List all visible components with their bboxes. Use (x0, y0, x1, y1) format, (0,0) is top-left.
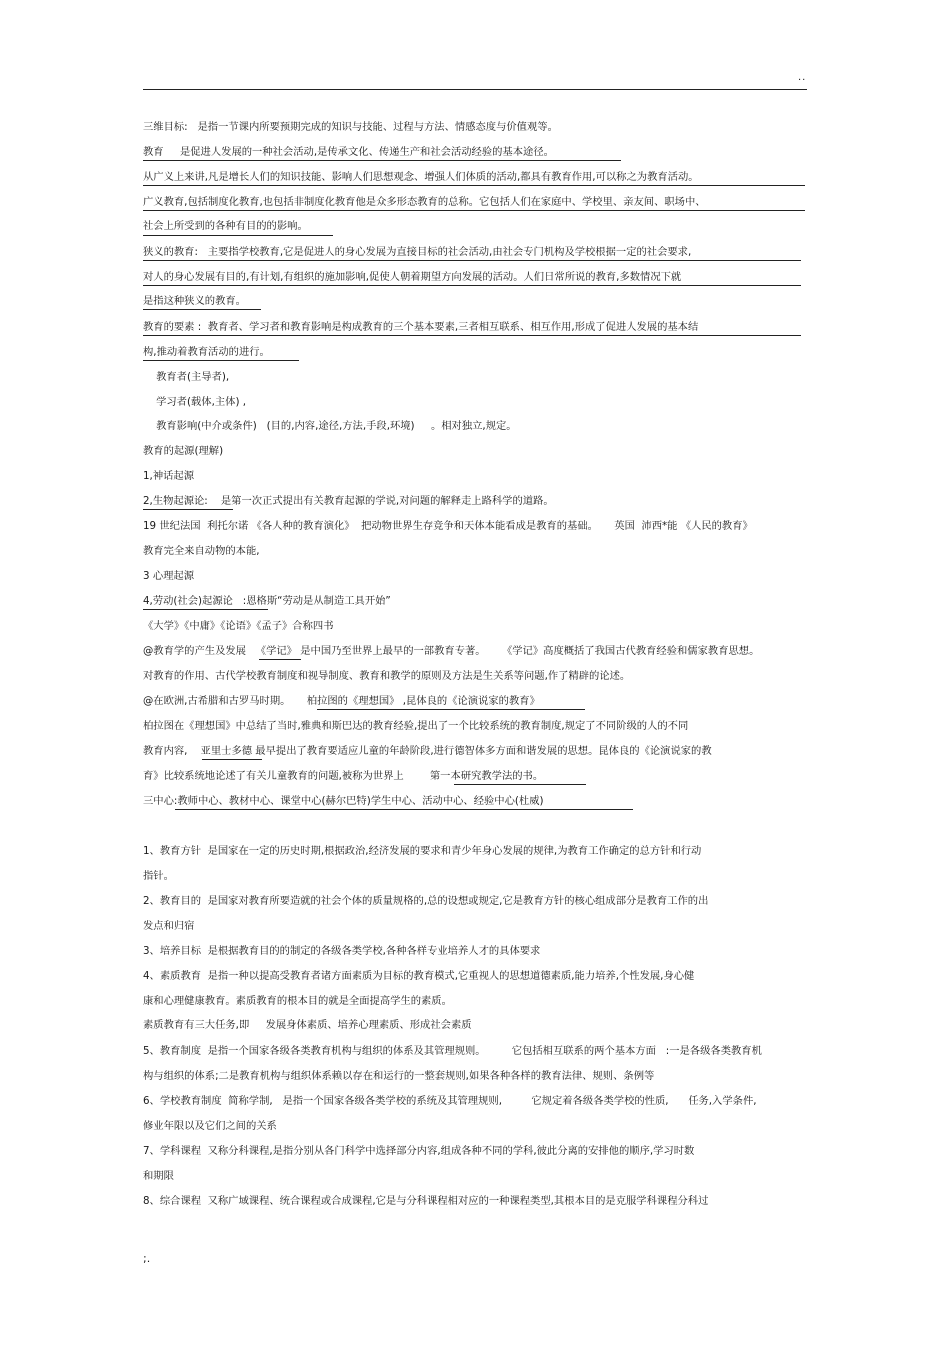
footer-mark: ;. (143, 1252, 151, 1265)
underline-rule (143, 360, 299, 361)
underline-rule (317, 709, 585, 710)
text-line: 构与组织的体系;二是教育机构与组织体系赖以存在和运行的一整套规则,如果各种各样的教育法律、规则、条例等 (143, 1070, 655, 1082)
text-line: 教育内容, 亚里士多德 最早提出了教育要适应儿童的年龄阶段,进行德智体多方面和谐发展的思想。昆体良的《论演说家的教 (143, 745, 712, 757)
text-line: 广义教育,包括制度化教育,也包括非制度化教育他是众多形态教育的总称。它包括人们在家庭中、学校里、亲友间、职场中、 (143, 196, 706, 208)
text-line: 从广义上来讲,凡是增长人们的知识技能、影响人们思想观念、增强人们体质的活动,都具有教育作用,可以称之为教育活动。 (143, 171, 699, 183)
text-line: 学习者(载体,主体) , (143, 396, 247, 408)
text-line: 构,推动着教育活动的进行。 (143, 346, 270, 358)
underline-rule (143, 160, 621, 161)
text-line: 1、教育方针 是国家在一定的历史时期,根据政治,经济发展的要求和青少年身心发展的规律,为教育工作确定的总方针和行动 (143, 845, 702, 857)
text-line: 社会上所受到的各种有目的的影响。 (143, 220, 308, 232)
text-line: 康和心理健康教育。素质教育的根本目的就是全面提高学生的素质。 (143, 995, 452, 1007)
text-line: 教育的要素 : 教育者、学习者和教育影响是构成教育的三个基本要素,三者相互联系、相互作用,形成了促进人发展的基本结 (143, 321, 699, 333)
text-line: 指针。 (143, 870, 174, 882)
underline-rule (143, 309, 261, 310)
text-line: 教育者(主导者), (143, 371, 230, 383)
text-line: 发点和归宿 (143, 920, 195, 932)
text-line: 19 世纪法国 利托尔诺 《各人种的教育演化》 把动物世界生存竞争和天体本能看成是教育的基础。 英国 沛西*能 《人民的教育》 (143, 520, 753, 532)
text-line: 3 心理起源 (143, 570, 195, 582)
text-line: 育》比较系统地论述了有关儿童教育的问题,被称为世界上 第一本研究教学法的书。 (143, 770, 544, 782)
underline-rule (143, 210, 805, 211)
text-line: 1,神话起源 (143, 470, 195, 482)
text-line: 7、学科课程 又称分科课程,是指分别从各门科学中选择部分内容,组成各种不同的学科,彼此分离的安排他的顺序,学习时数 (143, 1145, 695, 1157)
text-line: 和期限 (143, 1170, 174, 1182)
underline-rule (143, 185, 805, 186)
underline-rule (143, 335, 801, 336)
text-line: 4,劳动(社会)起源论 :恩格斯“劳动是从制造工具开始” (143, 595, 391, 607)
text-line: 4、素质教育 是指一种以提高受教育者诸方面素质为目标的教育模式,它重视人的思想道德素质,能力培养,个性发展,身心健 (143, 970, 695, 982)
underline-rule (143, 285, 801, 286)
text-line: 素质教育有三大任务,即 发展身体素质、培养心理素质、形成社会素质 (143, 1019, 472, 1031)
text-line: 教育影响(中介或条件) (目的,内容,途径,方法,手段,环境) 。相对独立,规定。 (143, 420, 517, 432)
underline-rule (454, 784, 586, 785)
text-line: 三中心:教师中心、教材中心、课堂中心(赫尔巴特)学生中心、活动中心、经验中心(杜威) (143, 795, 544, 807)
text-line: 狭义的教育: 主要指学校教育,它是促进人的身心发展为直接目标的社会活动,由社会专门机构及学校根据一定的社会要求, (143, 246, 692, 258)
text-line: 5、教育制度 是指一个国家各级各类教育机构与组织的体系及其管理规则。 它包括相互联系的两个基本方面 :一是各级各类教育机 (143, 1045, 762, 1057)
text-line: 教育完全来自动物的本能, (143, 545, 260, 557)
underline-rule (143, 609, 268, 610)
text-line: 教育 是促进人发展的一种社会活动,是传承文化、传递生产和社会活动经验的基本途径。 (143, 146, 554, 158)
text-line: @在欧洲,古希腊和古罗马时期。 柏拉图的《理想国》 ,昆体良的《论演说家的教育》 (143, 695, 540, 707)
text-line: 6、学校教育制度 简称学制, 是指一个国家各级各类学校的系统及其管理规则, 它规定着各级各类学校的性质, 任务,入学条件, (143, 1095, 757, 1107)
text-line: @教育学的产生及发展 《学记》 是中国乃至世界上最早的一部教育专著。 《学记》高度概括了我国古代教育经验和儒家教育思想。 (143, 645, 760, 657)
header-rule (143, 89, 807, 90)
text-line: 三维目标: 是指一节课内所要预期完成的知识与技能、过程与方法、情感态度与价值观等。 (143, 121, 558, 133)
text-line: 8、综合课程 又称广域课程、统合课程或合成课程,它是与分科课程相对应的一种课程类型,其根本目的是克服学科课程分科过 (143, 1195, 709, 1207)
header-mark: .. (798, 72, 807, 83)
underline-rule (143, 260, 801, 261)
underline-rule (143, 509, 233, 510)
text-line: 对人的身心发展有目的,有计划,有组织的施加影响,促使人朝着期望方向发展的活动。人们日常所说的教育,多数情况下就 (143, 271, 682, 283)
underline-rule (143, 235, 333, 236)
text-line: 2,生物起源论: 是第一次正式提出有关教育起源的学说,对问题的解释走上路科学的道路。 (143, 495, 554, 507)
text-line: 对教育的作用、古代学校教育制度和视导制度、教育和教学的原则及方法是生关系等问题,作了精辟的论述。 (143, 670, 631, 682)
underline-rule (175, 809, 633, 810)
text-line: 《大学》《中庸》《论语》《孟子》合称四书 (143, 620, 334, 632)
text-line: 修业年限以及它们之间的关系 (143, 1120, 277, 1132)
text-line: 教育的起源(理解) (143, 445, 224, 457)
text-line: 是指这种狭义的教育。 (143, 295, 246, 307)
text-line: 2、教育目的 是国家对教育所要造就的社会个体的质量规格的,总的设想或规定,它是教育方针的核心组成部分是教育工作的出 (143, 895, 709, 907)
underline-rule (259, 659, 301, 660)
text-line: 柏拉图在《理想国》中总结了当时,雅典和斯巴达的教育经验,提出了一个比较系统的教育制度,规定了不同阶级的人的不同 (143, 720, 689, 732)
underline-rule (202, 759, 262, 760)
text-line: 3、培养目标 是根据教育目的的制定的各级各类学校,各种各样专业培养人才的具体要求 (143, 945, 541, 957)
